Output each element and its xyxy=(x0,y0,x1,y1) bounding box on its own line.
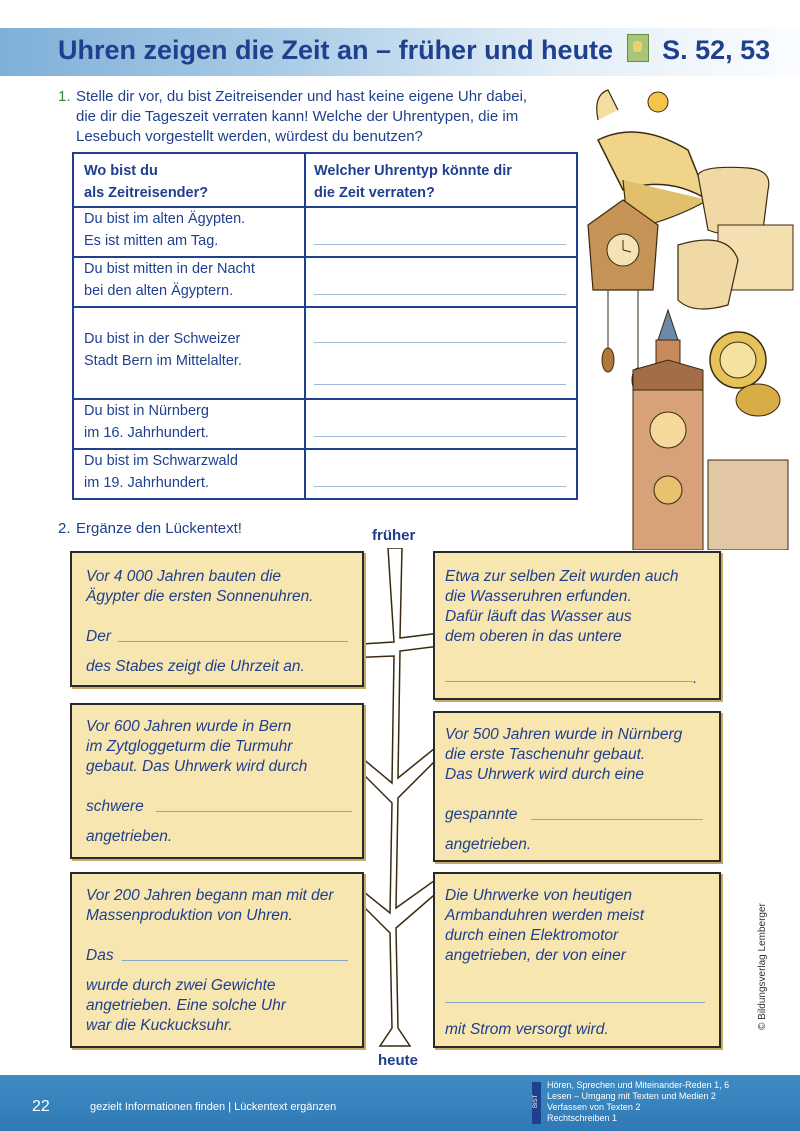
gap-text-card-pocket-watch xyxy=(433,711,721,862)
pocket-watch-icon xyxy=(710,332,780,416)
answer-field[interactable] xyxy=(314,294,566,295)
answer-field[interactable] xyxy=(314,486,566,487)
tree-label-today: heute xyxy=(378,1052,419,1069)
gap-field[interactable] xyxy=(156,811,352,812)
gap-text-card-sundial xyxy=(70,551,364,687)
copyright-note: © Bildungsverlag Lemberger xyxy=(757,903,768,1030)
table-row: Du bist in Nürnberg im 16. Jahrhundert. xyxy=(84,403,209,441)
table-row: Du bist im alten Ägypten. Es ist mitten am Tag. xyxy=(84,211,246,249)
standard-item: Lesen – Umgang mit Texten und Medien 2 xyxy=(547,1091,716,1101)
gap-field[interactable] xyxy=(445,681,693,682)
task-1-line-3: Lesebuch vorgestellt werden, würdest du benutzen? xyxy=(76,128,423,145)
gap-text-card-cuckoo-clock xyxy=(70,872,364,1048)
task-2-number: 2. xyxy=(58,520,71,537)
answer-field[interactable] xyxy=(314,436,566,437)
gap-text-card-water-clock xyxy=(433,551,721,700)
card-text: Das xyxy=(86,947,114,964)
card-text: angetrieben. xyxy=(445,836,532,853)
gap-field[interactable] xyxy=(531,819,703,820)
card-text: mit Strom versorgt wird. xyxy=(445,1021,609,1038)
answer-field[interactable] xyxy=(314,244,566,245)
page-reference: S. 52, 53 xyxy=(662,35,771,65)
cuckoo-clock-icon xyxy=(588,200,658,392)
card-text: war die Kuckucksuhr. xyxy=(86,1017,233,1034)
card-text: Vor 200 Jahren begann man mit der xyxy=(86,887,334,904)
page-number: 22 xyxy=(32,1098,50,1115)
table-row: Du bist in der Schweizer Stadt Bern im Mittelalter. xyxy=(84,331,242,369)
table-rule xyxy=(74,306,576,308)
table-header-clock-type: Welcher Uhrentyp könnte dir die Zeit verraten? xyxy=(314,163,512,201)
clocks-illustration xyxy=(578,80,800,550)
table-row: Du bist mitten in der Nacht bei den alten Ägyptern. xyxy=(84,261,255,299)
card-text: die erste Taschenuhr gebaut. xyxy=(445,746,646,763)
card-text: im Zytgloggeturm die Turmuhr xyxy=(86,738,293,755)
gap-field[interactable] xyxy=(118,641,348,642)
card-text: angetrieben, der von einer xyxy=(445,947,626,964)
tree-label-earlier: früher xyxy=(372,527,416,544)
card-text: die Wasseruhren erfunden. xyxy=(445,588,632,605)
footer-standards xyxy=(547,1080,729,1124)
card-text: Die Uhrwerke von heutigen xyxy=(445,887,632,904)
gap-text-card-tower-clock xyxy=(70,703,364,859)
bist-label: BIST xyxy=(533,1094,539,1108)
card-text: dem oberen in das untere xyxy=(445,628,622,645)
card-text: Massenproduktion von Uhren. xyxy=(86,907,293,924)
card-text: Dafür läuft das Wasser aus xyxy=(445,608,632,625)
card-text: des Stabes zeigt die Uhrzeit an. xyxy=(86,658,305,675)
card-text: Armbanduhren werden meist xyxy=(445,907,645,924)
card-text: Etwa zur selben Zeit wurden auch xyxy=(445,568,679,585)
card-text: gespannte xyxy=(445,806,518,823)
standard-item: Rechtschreiben 1 xyxy=(547,1113,618,1123)
page-title: Uhren zeigen die Zeit an – früher und heute S. 52, 53 xyxy=(58,35,771,65)
card-text: angetrieben. xyxy=(86,828,173,845)
card-text: Der xyxy=(86,628,111,645)
task-1-number: 1. xyxy=(58,88,71,105)
card-text: . xyxy=(693,670,698,687)
card-text: Vor 500 Jahren wurde in Nürnberg xyxy=(445,726,683,743)
answer-field[interactable] xyxy=(314,384,566,385)
table-row: Du bist im Schwarzwald im 19. Jahrhundert. xyxy=(84,453,238,491)
clock-tower-icon xyxy=(633,310,788,550)
clock-type-table xyxy=(72,152,578,500)
card-text: durch einen Elektromotor xyxy=(445,927,619,944)
book-icon xyxy=(627,34,649,62)
gap-text-card-wristwatch xyxy=(433,872,721,1048)
standard-item: Hören, Sprechen und Miteinander-Reden 1, 6 xyxy=(547,1080,730,1090)
task-1-line-1: Stelle dir vor, du bist Zeitreisender und hast keine eigene Uhr dabei, xyxy=(76,88,528,105)
card-text: angetrieben. Eine solche Uhr xyxy=(86,997,286,1014)
gap-field[interactable] xyxy=(445,1002,705,1003)
card-text: Vor 4 000 Jahren bauten die xyxy=(86,568,282,585)
card-text: schwere xyxy=(86,798,144,815)
footer-skills: gezielt Informationen finden | Lückentext ergänzen xyxy=(90,1101,337,1113)
table-header-location: Wo bist du als Zeitreisender? xyxy=(84,163,209,201)
card-text: wurde durch zwei Gewichte xyxy=(86,977,276,994)
card-text: Ägypter die ersten Sonnenuhren. xyxy=(86,588,314,605)
task-2-instruction: Ergänze den Lückentext! xyxy=(76,520,242,537)
card-text: gebaut. Das Uhrwerk wird durch xyxy=(86,758,308,775)
standard-item: Verfassen von Texten 2 xyxy=(547,1102,641,1112)
task-1-line-2: die dir die Tageszeit verraten kann! Welche der Uhrentypen, die im xyxy=(76,108,519,125)
card-text: Vor 600 Jahren wurde in Bern xyxy=(86,718,292,735)
card-text: Das Uhrwerk wird durch eine xyxy=(445,766,644,783)
answer-field[interactable] xyxy=(314,342,566,343)
gap-field[interactable] xyxy=(122,960,348,961)
